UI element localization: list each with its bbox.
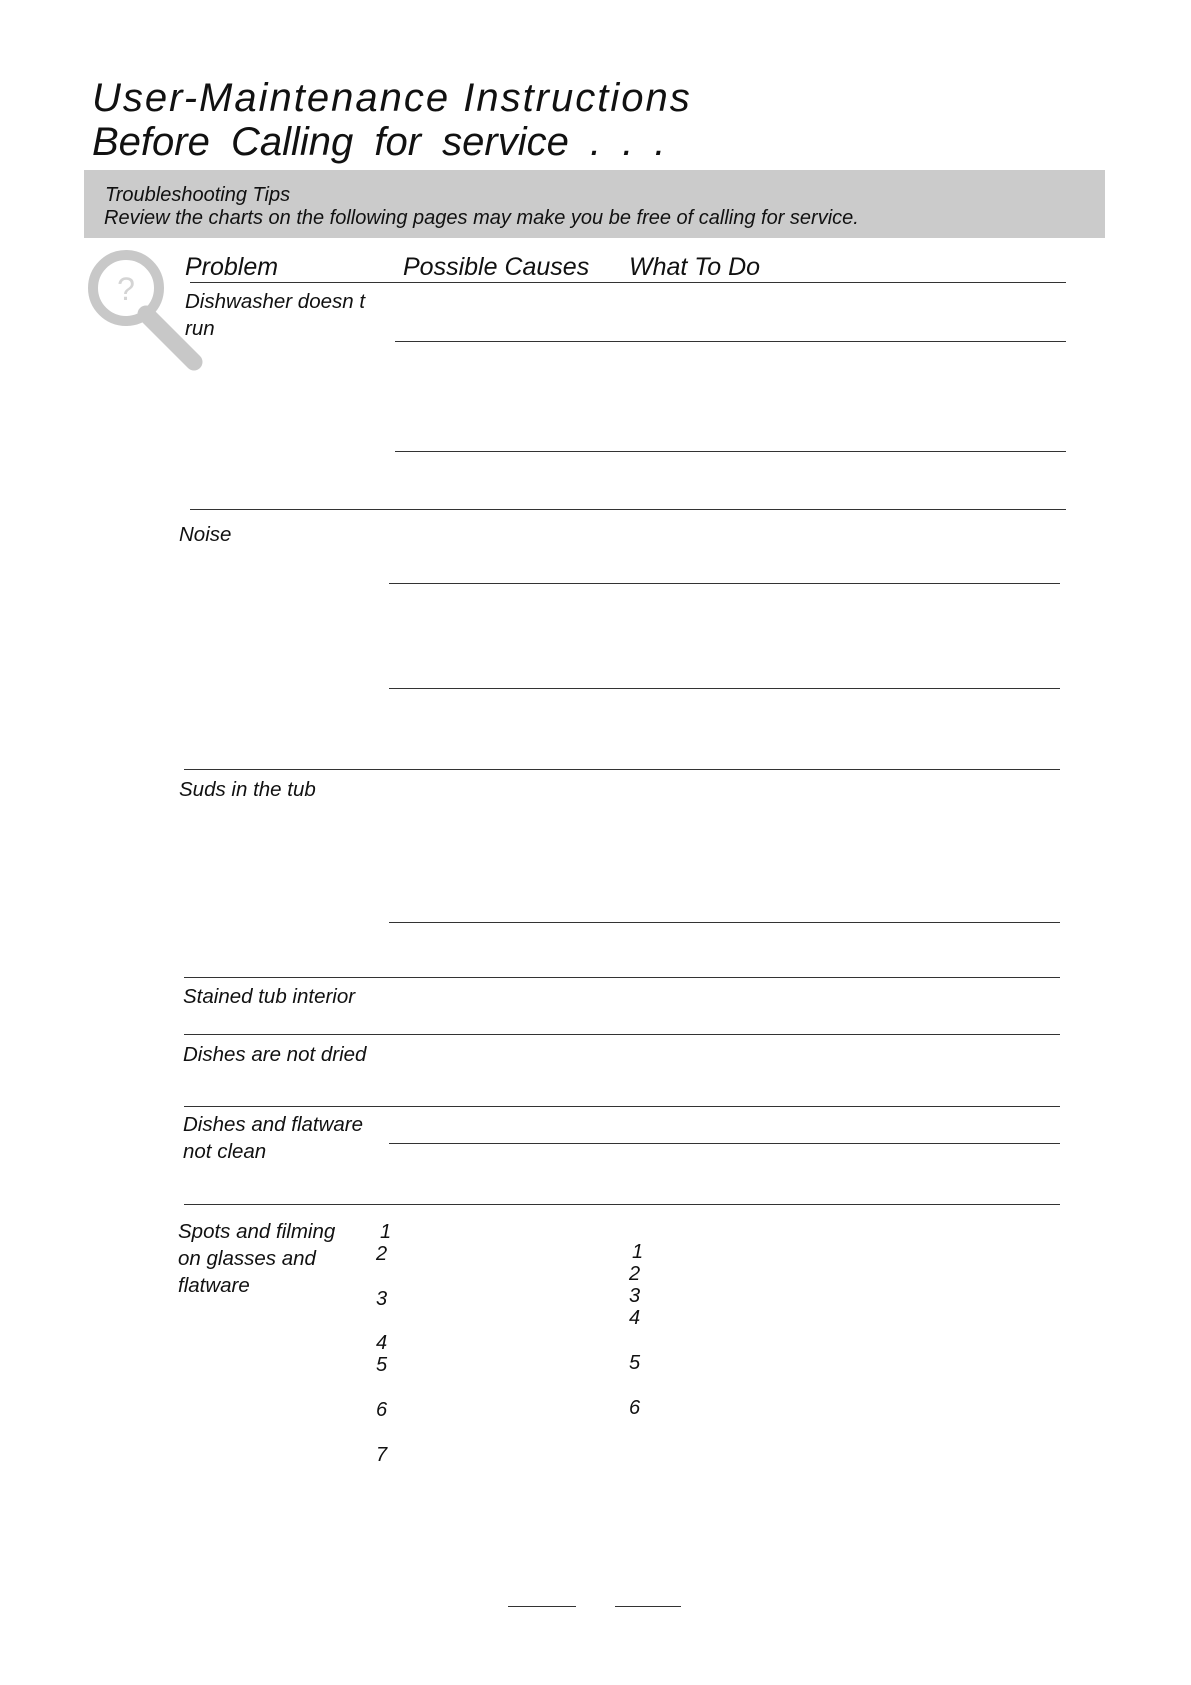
problem-line: run	[185, 317, 215, 340]
row-divider	[389, 1143, 1060, 1144]
page-title: User-Maintenance Instructions	[92, 76, 692, 120]
row-divider	[389, 922, 1060, 923]
section-divider	[184, 1106, 1060, 1107]
problem-dishes-not-dried: Dishes are not dried	[183, 1043, 367, 1066]
problem-line: not clean	[183, 1140, 267, 1163]
row-divider	[389, 688, 1060, 689]
tips-heading: Troubleshooting Tips	[105, 184, 291, 206]
cause-number: 2	[376, 1243, 388, 1265]
problem-suds-in-tub: Suds in the tub	[179, 778, 316, 801]
column-header-problem: Problem	[185, 253, 279, 281]
todo-number: 2	[629, 1263, 641, 1285]
todo-number: 4	[629, 1307, 641, 1329]
section-divider	[190, 509, 1066, 510]
cause-number: 3	[376, 1288, 388, 1310]
problem-dishwasher-doesnt-run	[185, 288, 365, 342]
svg-text:?: ?	[117, 271, 135, 307]
section-divider	[184, 977, 1060, 978]
problem-spots-and-filming	[178, 1218, 335, 1299]
todo-number: 1	[632, 1241, 644, 1263]
problem-line: flatware	[178, 1274, 250, 1297]
problem-line: Spots and filming	[178, 1220, 336, 1243]
column-header-causes: Possible Causes	[403, 253, 590, 281]
todo-number: 5	[629, 1352, 641, 1374]
tips-subtext: Review the charts on the following pages may make you be free of calling for service.	[104, 207, 859, 229]
section-divider	[184, 1034, 1060, 1035]
problem-dishes-not-clean	[183, 1111, 363, 1165]
cause-number: 4	[376, 1332, 388, 1354]
cause-number: 5	[376, 1354, 388, 1376]
footer-rule-right	[615, 1606, 681, 1607]
row-divider	[395, 451, 1066, 452]
problem-line: on glasses and	[178, 1247, 316, 1270]
footer-rule-left	[508, 1606, 576, 1607]
todo-number: 3	[629, 1285, 641, 1307]
row-divider	[389, 583, 1060, 584]
page-subtitle: Before Calling for service . . .	[92, 120, 666, 164]
problem-line: Dishes and flatware	[183, 1113, 364, 1136]
todo-number: 6	[629, 1397, 641, 1419]
header-rule	[190, 282, 1066, 283]
section-divider	[184, 769, 1060, 770]
cause-number: 6	[376, 1399, 388, 1421]
problem-line: Dishwasher doesn t	[185, 290, 366, 313]
problem-stained-tub: Stained tub interior	[183, 985, 356, 1008]
row-divider	[395, 341, 1066, 342]
cause-number: 7	[376, 1444, 388, 1466]
column-header-todo: What To Do	[629, 253, 761, 281]
section-divider	[184, 1204, 1060, 1205]
problem-noise: Noise	[179, 523, 232, 546]
cause-number: 1	[380, 1221, 392, 1243]
